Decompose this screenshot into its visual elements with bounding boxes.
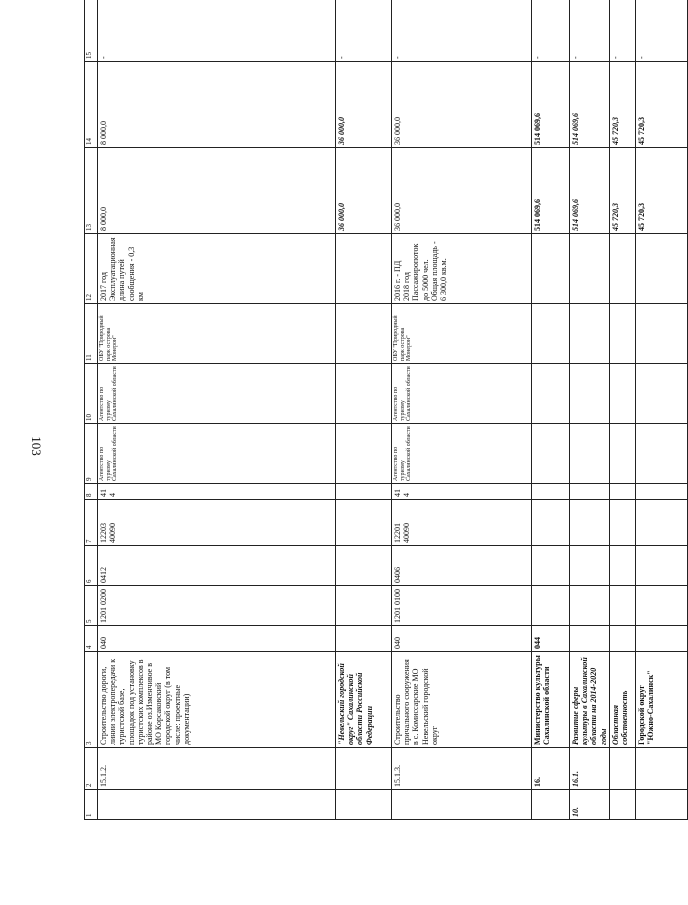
cell-col3: Строительство дороги, линии электропередачи к туристской базе, площадок под установку туристских комплексов в районе оз.Изменчивое в МО Корсаковский городской округ (в том числе: проектные документации) [98,652,336,748]
header-cell: 14 [85,62,98,148]
cell-col14: 45 720,3 [609,62,635,148]
cell-col12-line2: Эксплуатационная длина путей сообщения - 0,3 км [108,237,145,301]
cell-col12 [532,234,570,304]
cell-col15: - [336,0,392,62]
cell-col9 [532,424,570,484]
cell-col15: - [532,0,570,62]
cell-col7 [635,500,687,546]
cell-col4: 044 [532,626,570,652]
cell-col10 [570,364,610,424]
cell-col3: "Невельский городской округ" Сахалинской области Российской Федерации [336,652,392,748]
cell-col7 [570,500,610,546]
header-cell: 1 [85,790,98,820]
table-row [98,0,336,820]
header-cell: 4 [85,626,98,652]
cell-col10 [532,364,570,424]
cell-col8: 414 [392,484,532,500]
rotated-table-wrapper [84,32,655,820]
header-row [85,0,98,820]
cell-col14: 36 000,0 [336,62,392,148]
cell-col9: Агентство по туризму Сахалинской области [392,424,532,484]
cell-col2: 16. [532,748,570,790]
cell-col4: 040 [98,626,336,652]
cell-col11 [336,304,392,364]
cell-col11 [635,304,687,364]
cell-col6 [635,546,687,586]
cell-col4 [570,626,610,652]
header-cell: 3 [85,652,98,748]
cell-col13: 36 000,0 [392,148,532,234]
cell-col15: - [635,0,687,62]
cell-col4 [635,626,687,652]
cell-col6 [336,546,392,586]
cell-col6: 0406 [392,546,532,586]
cell-col1 [532,790,570,820]
cell-col11 [570,304,610,364]
cell-col12-line1: 2017 год [99,272,108,301]
header-cell: 10 [85,364,98,424]
cell-col10 [609,364,635,424]
cell-col8 [635,484,687,500]
cell-col1: 10. [570,790,610,820]
page-number: 103 [28,436,44,456]
cell-col2 [635,748,687,790]
cell-col3: Строительство причального сооружения в с. Комиссарские МО Невельский городской округ [392,652,532,748]
cell-col7 [336,500,392,546]
cell-col12 [392,234,532,304]
cell-col1 [336,790,392,820]
table-row [635,0,687,820]
cell-col15: - [392,0,532,62]
header-cell: 5 [85,586,98,626]
cell-col11 [609,304,635,364]
cell-col1 [392,790,532,820]
header-cell: 15 [85,0,98,62]
cell-col2 [609,748,635,790]
cell-col12 [635,234,687,304]
header-cell: 9 [85,424,98,484]
cell-col2: 15.1.2. [98,748,336,790]
cell-col7 [532,500,570,546]
header-cell: 8 [85,484,98,500]
cell-col12 [336,234,392,304]
cell-col7: 12201 40090 [392,500,532,546]
table-row [392,0,532,820]
cell-col3: Городской округ "Южно-Сахалинск" [635,652,687,748]
cell-col6 [609,546,635,586]
cell-col5 [609,586,635,626]
cell-col6 [532,546,570,586]
cell-col3: Областная собственность [609,652,635,748]
cell-col9 [336,424,392,484]
cell-col1 [635,790,687,820]
cell-col13: 514 069,6 [570,148,610,234]
cell-col10 [336,364,392,424]
cell-col13: 514 069,6 [532,148,570,234]
header-cell: 11 [85,304,98,364]
cell-col9 [570,424,610,484]
cell-col2: 16.1. [570,748,610,790]
cell-col11: ОБУ "Природный парк острова Монерон" [98,304,336,364]
cell-col10: Агентство по туризму Сахалинской области [392,364,532,424]
table-row [570,0,610,820]
cell-col7 [609,500,635,546]
cell-col8: 414 [98,484,336,500]
cell-col6 [570,546,610,586]
cell-col1 [98,790,336,820]
cell-col9 [635,424,687,484]
header-cell: 13 [85,148,98,234]
header-cell: 12 [85,234,98,304]
cell-col13: 8 000,0 [98,148,336,234]
cell-col14: 8 000,0 [98,62,336,148]
cell-col5 [570,586,610,626]
cell-col14: 45 720,3 [635,62,687,148]
cell-col8 [570,484,610,500]
cell-col12 [609,234,635,304]
cell-col5: 1201 0200 [98,586,336,626]
cell-col14: 514 069,6 [570,62,610,148]
cell-col3: Развитие сферы культуры в Сахалинской области на 2014-2020 годы [570,652,610,748]
cell-col14: 514 069,6 [532,62,570,148]
cell-col14: 36 000,0 [392,62,532,148]
cell-col9: Агентство по туризму Сахалинской области [98,424,336,484]
header-cell: 7 [85,500,98,546]
cell-col13: 36 000,0 [336,148,392,234]
cell-col5 [336,586,392,626]
cell-col15: - [609,0,635,62]
cell-col12-line1: 2016 г. - ПД [393,260,402,301]
table-row [336,0,392,820]
cell-col8 [609,484,635,500]
table-row [609,0,635,820]
cell-col2: 15.1.3. [392,748,532,790]
cell-col8 [532,484,570,500]
cell-col15: - [98,0,336,62]
cell-col12 [98,234,336,304]
cell-col11: ОБУ "Природный парк острова Монерон" [392,304,532,364]
cell-col13: 45 720,3 [609,148,635,234]
cell-col8 [336,484,392,500]
cell-col12 [570,234,610,304]
cell-col4 [609,626,635,652]
cell-col2 [336,748,392,790]
cell-col5: 1201 0100 [392,586,532,626]
cell-col9 [609,424,635,484]
cell-col11 [532,304,570,364]
header-cell: 2 [85,748,98,790]
cell-col13: 45 720,3 [635,148,687,234]
cell-col6: 0412 [98,546,336,586]
budget-table [84,0,688,820]
table-row [532,0,570,820]
cell-col12-line2: 2018 год Пассажиропоток до 5000 чел. Общая площадь - 6 300,0 кв.м. [402,241,448,301]
cell-col5 [635,586,687,626]
cell-col10: Агентство по туризму Сахалинской области [98,364,336,424]
cell-col4 [336,626,392,652]
cell-col7: 12203 40090 [98,500,336,546]
cell-col10 [635,364,687,424]
cell-col15: - [570,0,610,62]
cell-col3: Министерство культуры Сахалинской области [532,652,570,748]
cell-col1 [609,790,635,820]
header-cell: 6 [85,546,98,586]
cell-col4: 040 [392,626,532,652]
cell-col5 [532,586,570,626]
